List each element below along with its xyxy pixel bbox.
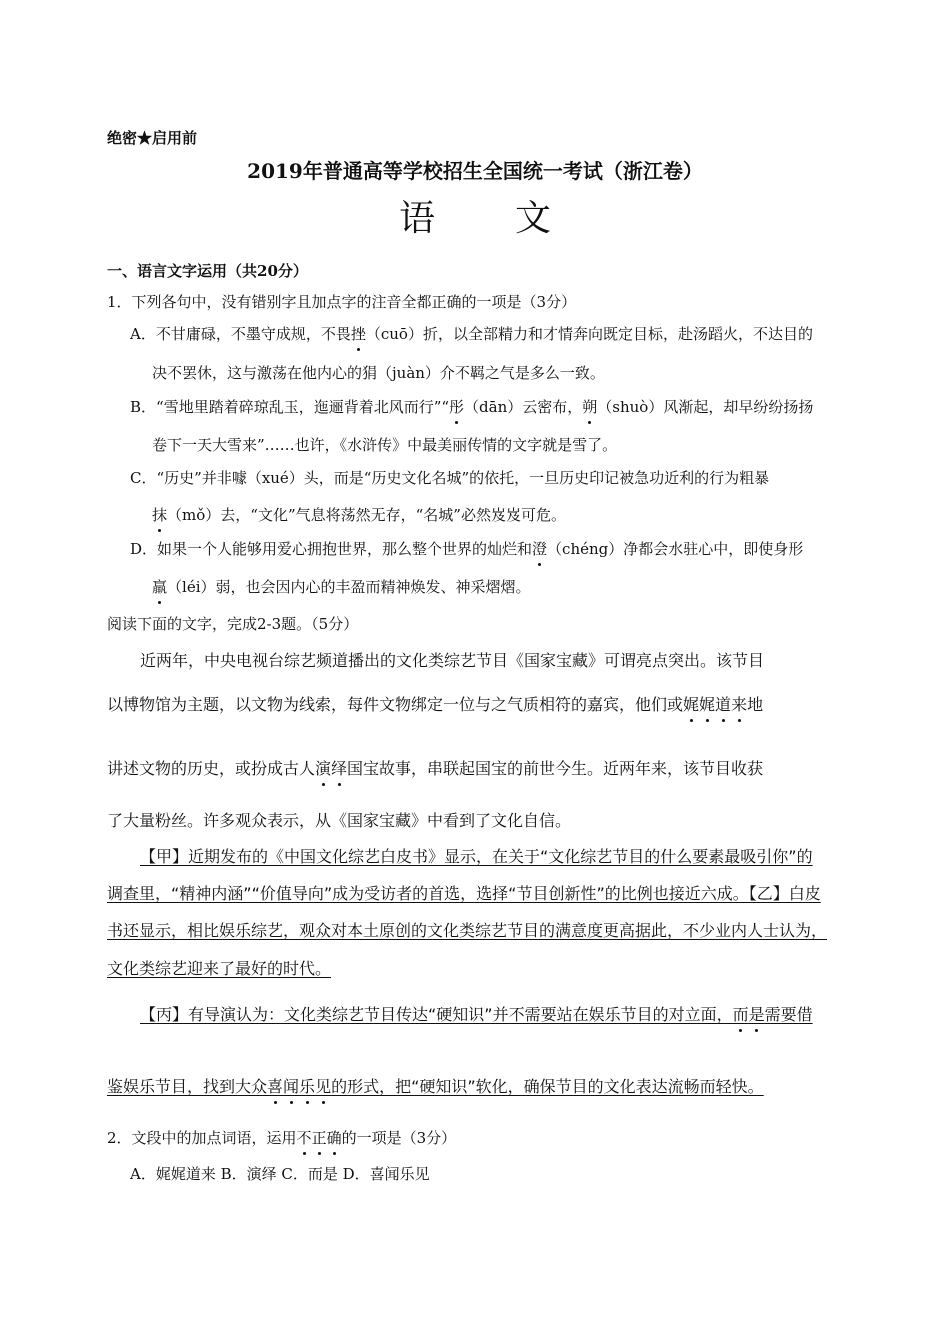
dotted-word <box>315 759 347 778</box>
dotted-char: 羸 <box>152 578 168 596</box>
dotted-char: 娓 <box>683 695 700 714</box>
text-segment: 2．文段中的加点词语，运用 <box>107 1129 297 1147</box>
dotted-char: 正 <box>311 1129 327 1147</box>
secret-mark: 绝密★启用前 <box>107 129 198 147</box>
exam-title: 2019年普通高等学校招生全国统一考试（浙江卷） <box>247 159 703 183</box>
passage-p1-line1: 近两年，中央电视台综艺频道播出的文化类综艺节目《国家宝藏》可谓亮点突出。该节目 <box>140 651 765 670</box>
dotted-char: 演 <box>315 759 332 778</box>
dotted-char: 闻 <box>283 1077 300 1096</box>
section-heading: 一、语言文字运用（共20分） <box>107 262 308 280</box>
dotted-char: 道 <box>715 695 732 714</box>
passage-p3-line2 <box>107 1074 764 1097</box>
text-segment: D．如果一个人能够用爱心拥抱世界，那么整个世界的灿烂和 <box>130 540 533 558</box>
passage-p1-line2 <box>107 692 763 715</box>
passage-p2-line3: 书还显示，相比娱乐综艺，观众对本土原创的文化类综艺节目的满意度更高据此，不少业内人士认为， <box>107 921 828 940</box>
dotted-char: 抹 <box>152 506 168 524</box>
text-segment: 的一项是（3分） <box>341 1129 457 1147</box>
dotted-char: 而 <box>732 1005 749 1024</box>
q1-option-c-line1: C．“历史”并非噱（xué）头，而是“历史文化名城”的依托，一旦历史印记被急功近利的行为粗暴 <box>130 469 770 487</box>
text-segment: （shuò）风渐起，却早纷纷扬扬 <box>597 398 814 416</box>
q1-option-b-line2: 卷下一天大雪来”……也许，《水浒传》中最美丽传情的文字就是雪了。 <box>152 436 618 454</box>
text-segment: （léi）弱，也会因内心的丰盈而精神焕发、神采熠熠。 <box>167 578 531 596</box>
text-segment: （dān）云密布， <box>464 398 583 416</box>
q1-option-d-line2 <box>152 576 531 597</box>
dotted-word <box>297 1129 342 1147</box>
dotted-char: 彤 <box>449 398 465 416</box>
subject-title: 语文 <box>398 198 631 239</box>
text-segment: 国宝故事，串联起国宝的前世今生。近两年来，该节目收获 <box>347 759 764 778</box>
passage-p1-line3 <box>107 756 763 779</box>
dotted-char: 是 <box>748 1005 765 1024</box>
dotted-char: 乐 <box>299 1077 316 1096</box>
text-segment: （chéng）净都会水驻心中，即使身形 <box>547 540 804 558</box>
dotted-char: 娓 <box>699 695 716 714</box>
text-segment: 讲述文物的历史，或扮成古人 <box>107 759 316 778</box>
q1-option-a-line1 <box>130 323 813 344</box>
passage-p1-line4: 了大量粉丝。许多观众表示，从《国家宝藏》中看到了文化自信。 <box>107 811 572 830</box>
q1-option-b-line1 <box>130 396 813 417</box>
q1-option-a-line2: 决不罢休，这与激荡在他内心的狷（juàn）介不羁之气是多么一致。 <box>152 364 605 382</box>
dotted-char: 澄 <box>532 540 548 558</box>
text-segment: （cuō）折，以全部精力和才情奔向既定目标，赴汤蹈火，不达目的 <box>365 325 813 343</box>
q1-option-d-line1 <box>130 538 803 559</box>
text-segment: 【丙】有导演认为：文化类综艺节目传达“硬知识”并不需要站在娱乐节目的对立面， <box>140 1005 733 1024</box>
text-segment: 以博物馆为主题，以文物为线索，每件文物绑定一位与之气质相符的嘉宾，他们或 <box>107 695 684 714</box>
passage-p3-line1 <box>140 1002 813 1025</box>
q1-option-c-line2 <box>152 504 566 525</box>
text-segment: 需要借 <box>764 1005 813 1024</box>
dotted-char: 来 <box>731 695 748 714</box>
text-segment: 鉴娱乐节目，找到大众 <box>107 1077 268 1096</box>
question-2-options: A．娓娓道来 B．演绎 C．而是 D．喜闻乐见 <box>130 1165 430 1183</box>
dotted-word <box>267 1077 331 1096</box>
dotted-char: 确 <box>326 1129 342 1147</box>
dotted-word <box>683 695 747 714</box>
reading-intro: 阅读下面的文字，完成2-3题。（5分） <box>107 615 359 633</box>
dotted-char: 喜 <box>267 1077 284 1096</box>
passage-p2-line4: 文化类综艺迎来了最好的时代。 <box>107 959 332 978</box>
text-segment: 的形式，把“硬知识”软化，确保节目的文化表达流畅而轻快。 <box>331 1077 764 1096</box>
text-segment: A．不甘庸碌，不墨守成规，不畏 <box>130 325 351 343</box>
question-1-stem: 1．下列各句中，没有错别字且加点字的注音全都正确的一项是（3分） <box>107 293 577 311</box>
dotted-char: 挫 <box>350 325 366 343</box>
text-segment: B．“雪地里踏着碎琼乱玉，迤逦背着北风而行”“ <box>130 398 450 416</box>
text-segment: 地 <box>747 695 764 714</box>
text-segment: （mǒ）去，“文化”气息将荡然无存，“名城”必然岌岌可危。 <box>167 506 566 524</box>
passage-p2-line2: 调查里，“精神内涵”“价值导向”成为受访者的首选，选择“节目创新性”的比例也接近六成。【乙】白皮 <box>107 884 821 903</box>
question-2-stem <box>107 1127 456 1148</box>
dotted-word <box>733 1005 765 1024</box>
dotted-char: 不 <box>296 1129 312 1147</box>
dotted-char: 绎 <box>331 759 348 778</box>
dotted-char: 朔 <box>582 398 598 416</box>
passage-p2-line1: 【甲】近期发布的《中国文化综艺白皮书》显示，在关于“文化综艺节目的什么要素最吸引你”的 <box>140 847 813 866</box>
dotted-char: 见 <box>315 1077 332 1096</box>
